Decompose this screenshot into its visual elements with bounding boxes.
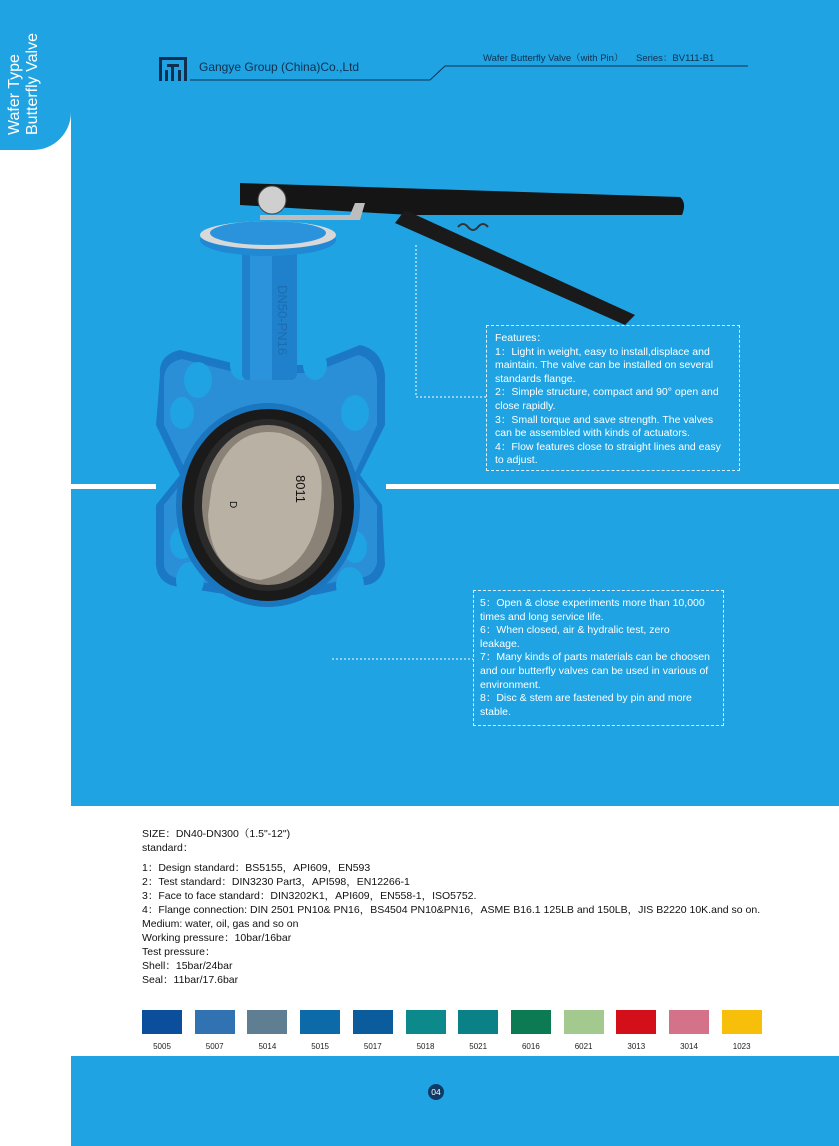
side-tab-title	[6, 5, 42, 135]
feature-line: stable.	[480, 705, 511, 718]
feature-line: environment.	[480, 678, 541, 691]
feature-line: can be assembled with kinds of actuators.	[495, 427, 690, 440]
spec-line: Medium: water, oil, gas and so on	[142, 918, 299, 930]
spec-line: 3：Face to face standard：DIN3202K1，API609，EN558-1，ISO5752.	[142, 890, 477, 902]
feature-line: to adjust.	[495, 454, 538, 467]
color-swatch	[722, 1010, 762, 1034]
color-swatch-label: 5015	[311, 1042, 329, 1051]
color-swatch-label: 6016	[521, 1042, 540, 1051]
color-swatch	[300, 1010, 340, 1034]
color-swatch-label: 5021	[469, 1042, 488, 1051]
feature-line: 8：Disc & stem are fastened by pin and more	[480, 692, 692, 705]
color-swatch	[195, 1010, 235, 1034]
body-marking: DN50-PN16	[275, 285, 290, 356]
color-swatch	[511, 1010, 551, 1034]
color-swatch-label: 6021	[574, 1042, 593, 1051]
feature-line: 5：Open & close experiments more than 10,000	[480, 597, 705, 609]
color-swatch	[353, 1010, 393, 1034]
spec-line: Working pressure：10bar/16bar	[142, 932, 292, 944]
color-swatch-label: 5018	[416, 1042, 435, 1051]
color-swatch-label: 5005	[153, 1042, 171, 1051]
disc-marking: 8011	[293, 475, 308, 503]
spec-line: 4：Flange connection: DIN 2501 PN10& PN16，BS4504 PN10&PN16，ASME B16.1 125LB and 150LB，JIS B2220 10K.and so on.	[142, 904, 761, 916]
spec-size: SIZE：DN40-DN300（1.5"-12")	[142, 828, 291, 840]
spec-line: 1：Design standard：BS5155，API609，EN593	[142, 862, 371, 874]
feature-line: times and long service life.	[480, 610, 604, 623]
feature-line: leakage.	[480, 637, 520, 650]
divider-left	[71, 484, 156, 489]
color-swatch	[406, 1010, 446, 1034]
series-label: Series：BV111-B1	[636, 53, 715, 64]
spec-line: 2：Test standard：DIN3230 Part3，API598，EN12266-1	[142, 876, 410, 888]
color-swatch-label: 5007	[205, 1042, 224, 1051]
spec-line: Shell：15bar/24bar	[142, 960, 233, 972]
color-swatch-label: 1023	[732, 1042, 751, 1051]
feature-line: 1：Light in weight, easy to install,displace and	[495, 345, 710, 358]
footer-band	[71, 1056, 839, 1146]
side-tab-line1: Wafer Type	[6, 54, 23, 135]
spec-line: Test pressure：	[142, 946, 216, 958]
disc-small-marking: D	[227, 501, 238, 509]
color-swatch	[669, 1010, 709, 1034]
side-tab-line2: Butterfly Valve	[24, 33, 41, 135]
feature-line: close rapidly.	[495, 399, 556, 412]
specifications	[142, 827, 760, 987]
color-swatch-label: 3014	[680, 1042, 698, 1051]
color-swatch	[458, 1010, 498, 1034]
feature-line: standards flange.	[495, 372, 576, 385]
color-swatch	[247, 1010, 287, 1034]
features-box-2	[473, 590, 724, 726]
color-swatch-label: 5017	[363, 1042, 382, 1051]
feature-line: 3：Small torque and save strength. The valves	[495, 413, 714, 426]
feature-line: maintain. The valve can be installed on several	[495, 359, 714, 372]
spec-standard: standard：	[142, 842, 194, 854]
color-swatch-label: 3013	[627, 1042, 646, 1051]
feature-line: 7：Many kinds of parts materials can be choosen	[480, 651, 710, 664]
color-swatch-label: 5014	[258, 1042, 277, 1051]
features-title: Features：	[495, 332, 547, 344]
feature-line: 6：When closed, air & hydralic test, zero	[480, 624, 670, 637]
feature-line: 2：Simple structure, compact and 90° open and	[495, 386, 719, 399]
product-name: Wafer Butterfly Valve（with Pin）	[483, 53, 624, 64]
feature-line: 4：Flow features close to straight lines and easy	[495, 440, 721, 453]
features-box-1	[486, 325, 740, 471]
color-swatch	[616, 1010, 656, 1034]
feature-line: and our butterfly valves can be used in various of	[480, 664, 709, 677]
color-swatch	[142, 1010, 182, 1034]
company-logo-icon	[158, 55, 188, 83]
color-swatch	[564, 1010, 604, 1034]
page-number: 04	[428, 1084, 444, 1100]
company-name: Gangye Group (China)Co.,Ltd	[199, 60, 360, 74]
spec-line: Seal：11bar/17.6bar	[142, 974, 239, 986]
